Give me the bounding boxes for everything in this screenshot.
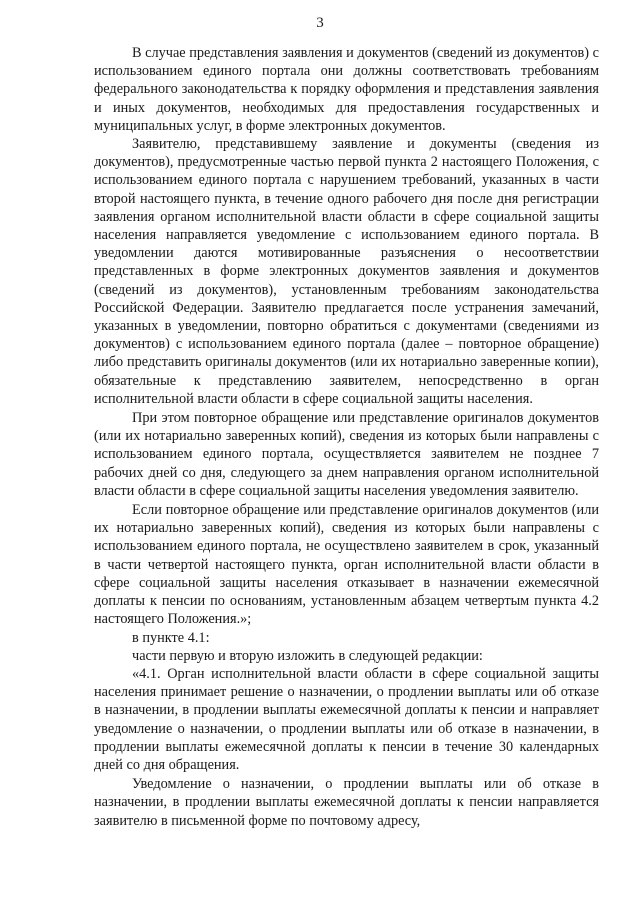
paragraph-decision: «4.1. Орган исполнительной власти области в сфере социальной защиты населения принимает решение о назначении, о продлении выплаты или об отказе в назначении, в продлении выплаты ежемесячной доплаты к пенсии и направляет уведомление о назначении, о продлении выплаты или об отказе в назначении, в продлении выплаты ежемесячной доплаты к пенсии в течение 30 календарных дней со дня обращения. — [94, 665, 599, 773]
paragraph-notification-delivery: Уведомление о назначении, о продлении выплаты или об отказе в назначении, в продлении выплаты ежемесячной доплаты к пенсии направляется заявителю в письменной форме по почтовому адресу, — [94, 776, 599, 829]
paragraph-electronic-documents: В случае представления заявления и документов (сведений из документов) с использованием единого портала они должны соответствовать требованиям федерального законодательства к порядку оформления и представления заявления и иных документов, необходимых для предоставления государственных и муниципальных услуг, в форме электронных документов. — [94, 45, 599, 134]
page-number: 3 — [316, 15, 324, 31]
document-body — [94, 44, 599, 830]
paragraph-repeat-application: При этом повторное обращение или представление оригиналов документов (или их нотариально заверенных копий), сведения из которых были направлены с использованием единого портала, осуществляется заявителем не позднее 7 рабочих дней со дня, следующего за днем направления органом исполнительной власти области в сфере социальной защиты населения уведомления заявителю. — [94, 410, 599, 499]
paragraph-clause-4-1: в пункте 4.1: — [132, 629, 210, 646]
paragraph-notification-violations: Заявителю, представившему заявление и документы (сведения из документов), предусмотренные частью первой пункта 2 настоящего Положения, с использованием единого портала с нарушением требований, указанных в части второй настоящего пункта, в течение одного рабочего дня после дня регистрации заявления органом исполнительной власти области в сфере социальной защиты населения направляется уведомление с использованием единого портала. В уведомлении даются мотивированные разъяснения о несоответствии представленных в форме электронных документов заявления и документов (сведений из документов), установленным требованиям законодательства Российской Федерации. Заявителю предлагается после устранения замечаний, указанных в уведомлении, повторно обратиться с документами (сведениями из документов) с использованием единого портала (далее – повторное обращение) либо представить оригиналы документов (или их нотариально заверенные копии), обязательные к представлению заявителем, непосредственно в орган исполнительной власти области в сфере социальной защиты населения. — [94, 136, 599, 407]
paragraph-edit-instruction: части первую и вторую изложить в следующей редакции: — [132, 647, 483, 664]
paragraph-refusal: Если повторное обращение или представление оригиналов документов (или их нотариально заверенных копий), сведения из которых были направлены с использованием единого портала, не осуществлено заявителем в срок, указанный в части четвертой настоящего пункта, орган исполнительной власти области в сфере социальной защиты населения отказывает в назначении ежемесячной доплаты к пенсии по основаниям, установленным абзацем четвертым пункта 4.2 настоящего Положения.»; — [94, 502, 599, 628]
